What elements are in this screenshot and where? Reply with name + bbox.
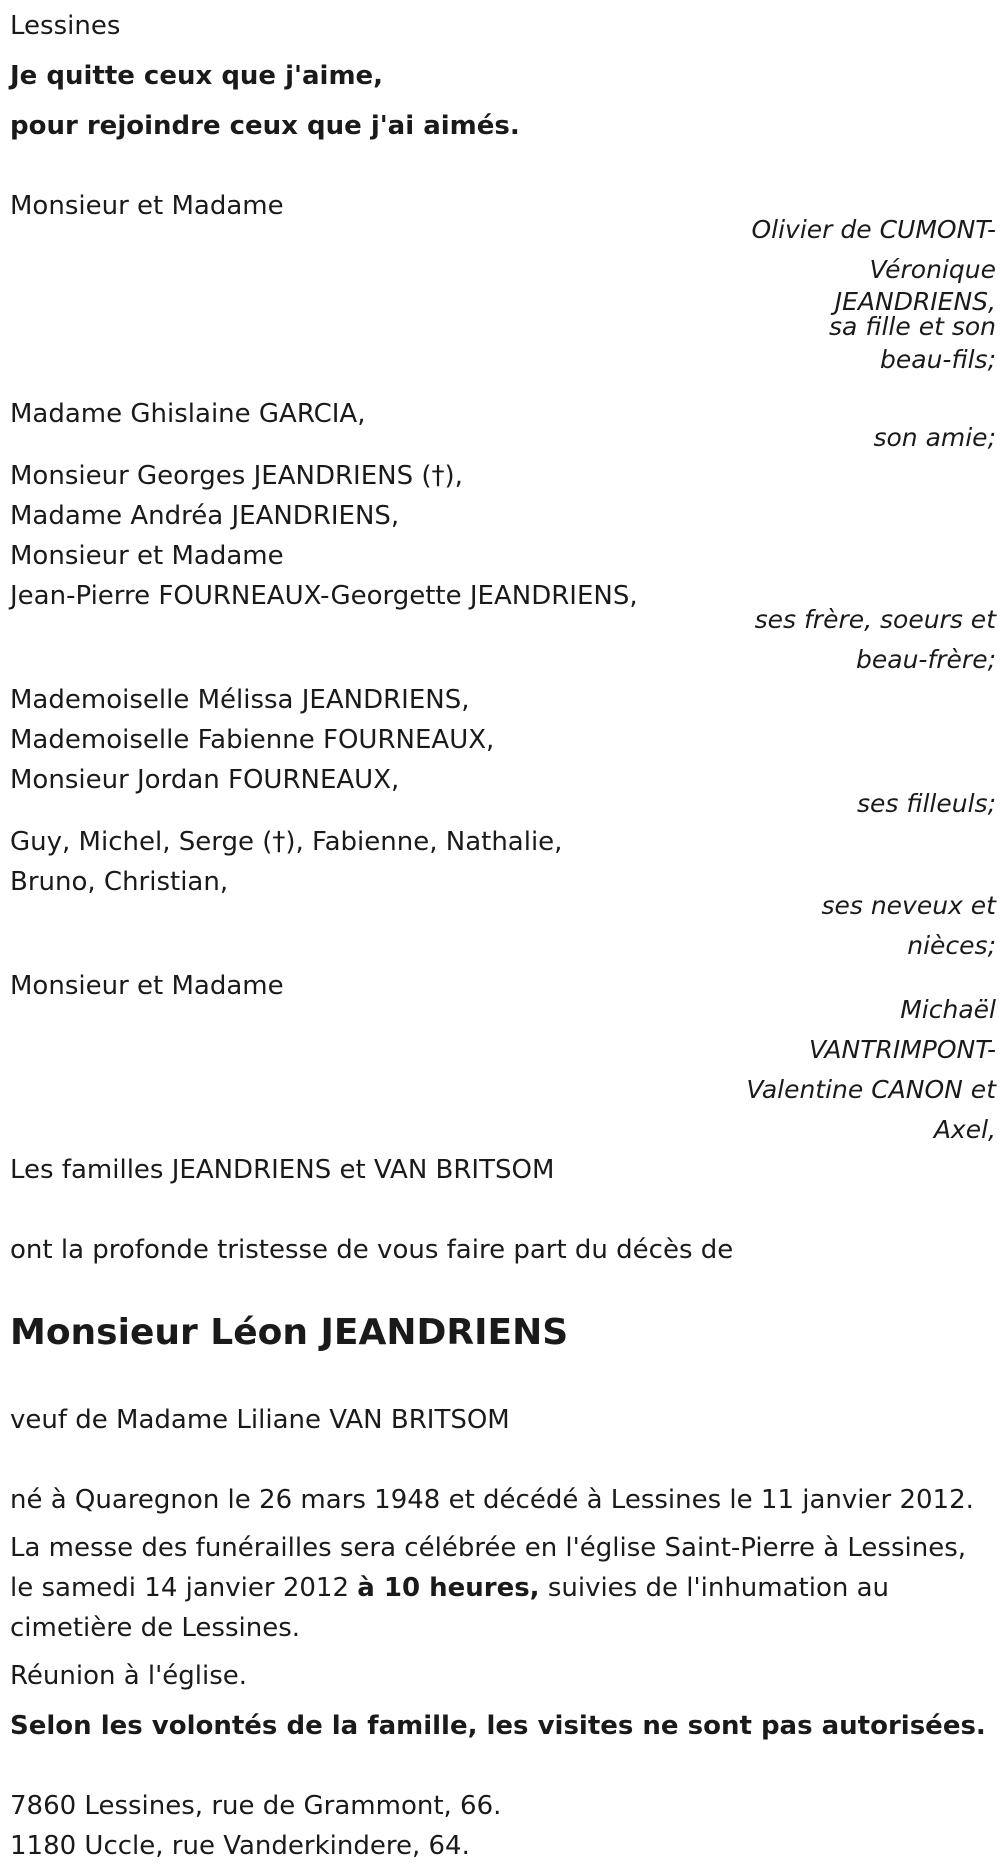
born-died-line: né à Quaregnon le 26 mars 1948 et décédé à Lessines le 11 janvier 2012. [10, 1485, 974, 1515]
quote-line-2: pour rejoindre ceux que j'ai aimés. [10, 111, 520, 141]
daughter-intro: Monsieur et Madame [10, 191, 284, 221]
sibling-line: Madame Andréa JEANDRIENS, [10, 501, 400, 531]
visits-line: Selon les volontés de la famille, les visites ne sont pas autorisées. [10, 1711, 986, 1741]
friend-role: son amie; [873, 423, 996, 452]
meeting-line: Réunion à l'église. [10, 1661, 248, 1691]
daughter-role-line: sa fille et son [829, 312, 996, 341]
godchild-line: Monsieur Jordan FOURNEAUX, [10, 765, 400, 795]
daughter-role-line: beau-fils; [880, 345, 996, 374]
quote-line-1: Je quitte ceux que j'aime, [10, 61, 384, 91]
daughter-name-line: JEANDRIENS, [834, 287, 996, 316]
sibling-line: Jean-Pierre FOURNEAUX-Georgette JEANDRIENS, [10, 581, 638, 611]
deceased-name: Monsieur Léon JEANDRIENS [10, 1312, 569, 1353]
daughter-names-block [696, 210, 996, 380]
location: Lessines [10, 11, 121, 41]
daughter-name-line: Véronique [869, 255, 996, 284]
funeral-line-1: La messe des funérailles sera célébrée en l'église Saint-Pierre à Lessines, [10, 1533, 967, 1563]
address-line: 1180 Uccle, rue Vanderkindere, 64. [10, 1831, 470, 1861]
funeral-line-2: le samedi 14 janvier 2012 à 10 heures, suivies de l'inhumation au [10, 1573, 890, 1603]
godchild-line: Mademoiselle Fabienne FOURNEAUX, [10, 725, 495, 755]
nephews-line: Guy, Michel, Serge (†), Fabienne, Nathalie, [10, 827, 563, 857]
daughter-name-line: Olivier de CUMONT- [751, 215, 996, 244]
nephews-role: ses neveux et nièces; [821, 891, 996, 960]
sibling-line: Monsieur et Madame [10, 541, 284, 571]
godchildren-role: ses filleuls; [856, 789, 996, 818]
families-line: Les familles JEANDRIENS et VAN BRITSOM [10, 1155, 555, 1185]
couple-intro: Monsieur et Madame [10, 971, 284, 1001]
friend-name: Madame Ghislaine GARCIA, [10, 399, 366, 429]
godchild-line: Mademoiselle Mélissa JEANDRIENS, [10, 685, 470, 715]
funeral-line-3: cimetière de Lessines. [10, 1613, 301, 1643]
announcement: ont la profonde tristesse de vous faire part du décès de [10, 1235, 734, 1265]
nephews-line: Bruno, Christian, [10, 867, 229, 897]
widower-line: veuf de Madame Liliane VAN BRITSOM [10, 1405, 510, 1435]
address-line: 7860 Lessines, rue de Grammont, 66. [10, 1791, 502, 1821]
sibling-line: Monsieur Georges JEANDRIENS (†), [10, 461, 463, 491]
couple-names-block: Michaël VANTRIMPONT- Valentine CANON et Axel, [746, 995, 996, 1144]
siblings-role: ses frère, soeurs et beau-frère; [754, 605, 996, 674]
